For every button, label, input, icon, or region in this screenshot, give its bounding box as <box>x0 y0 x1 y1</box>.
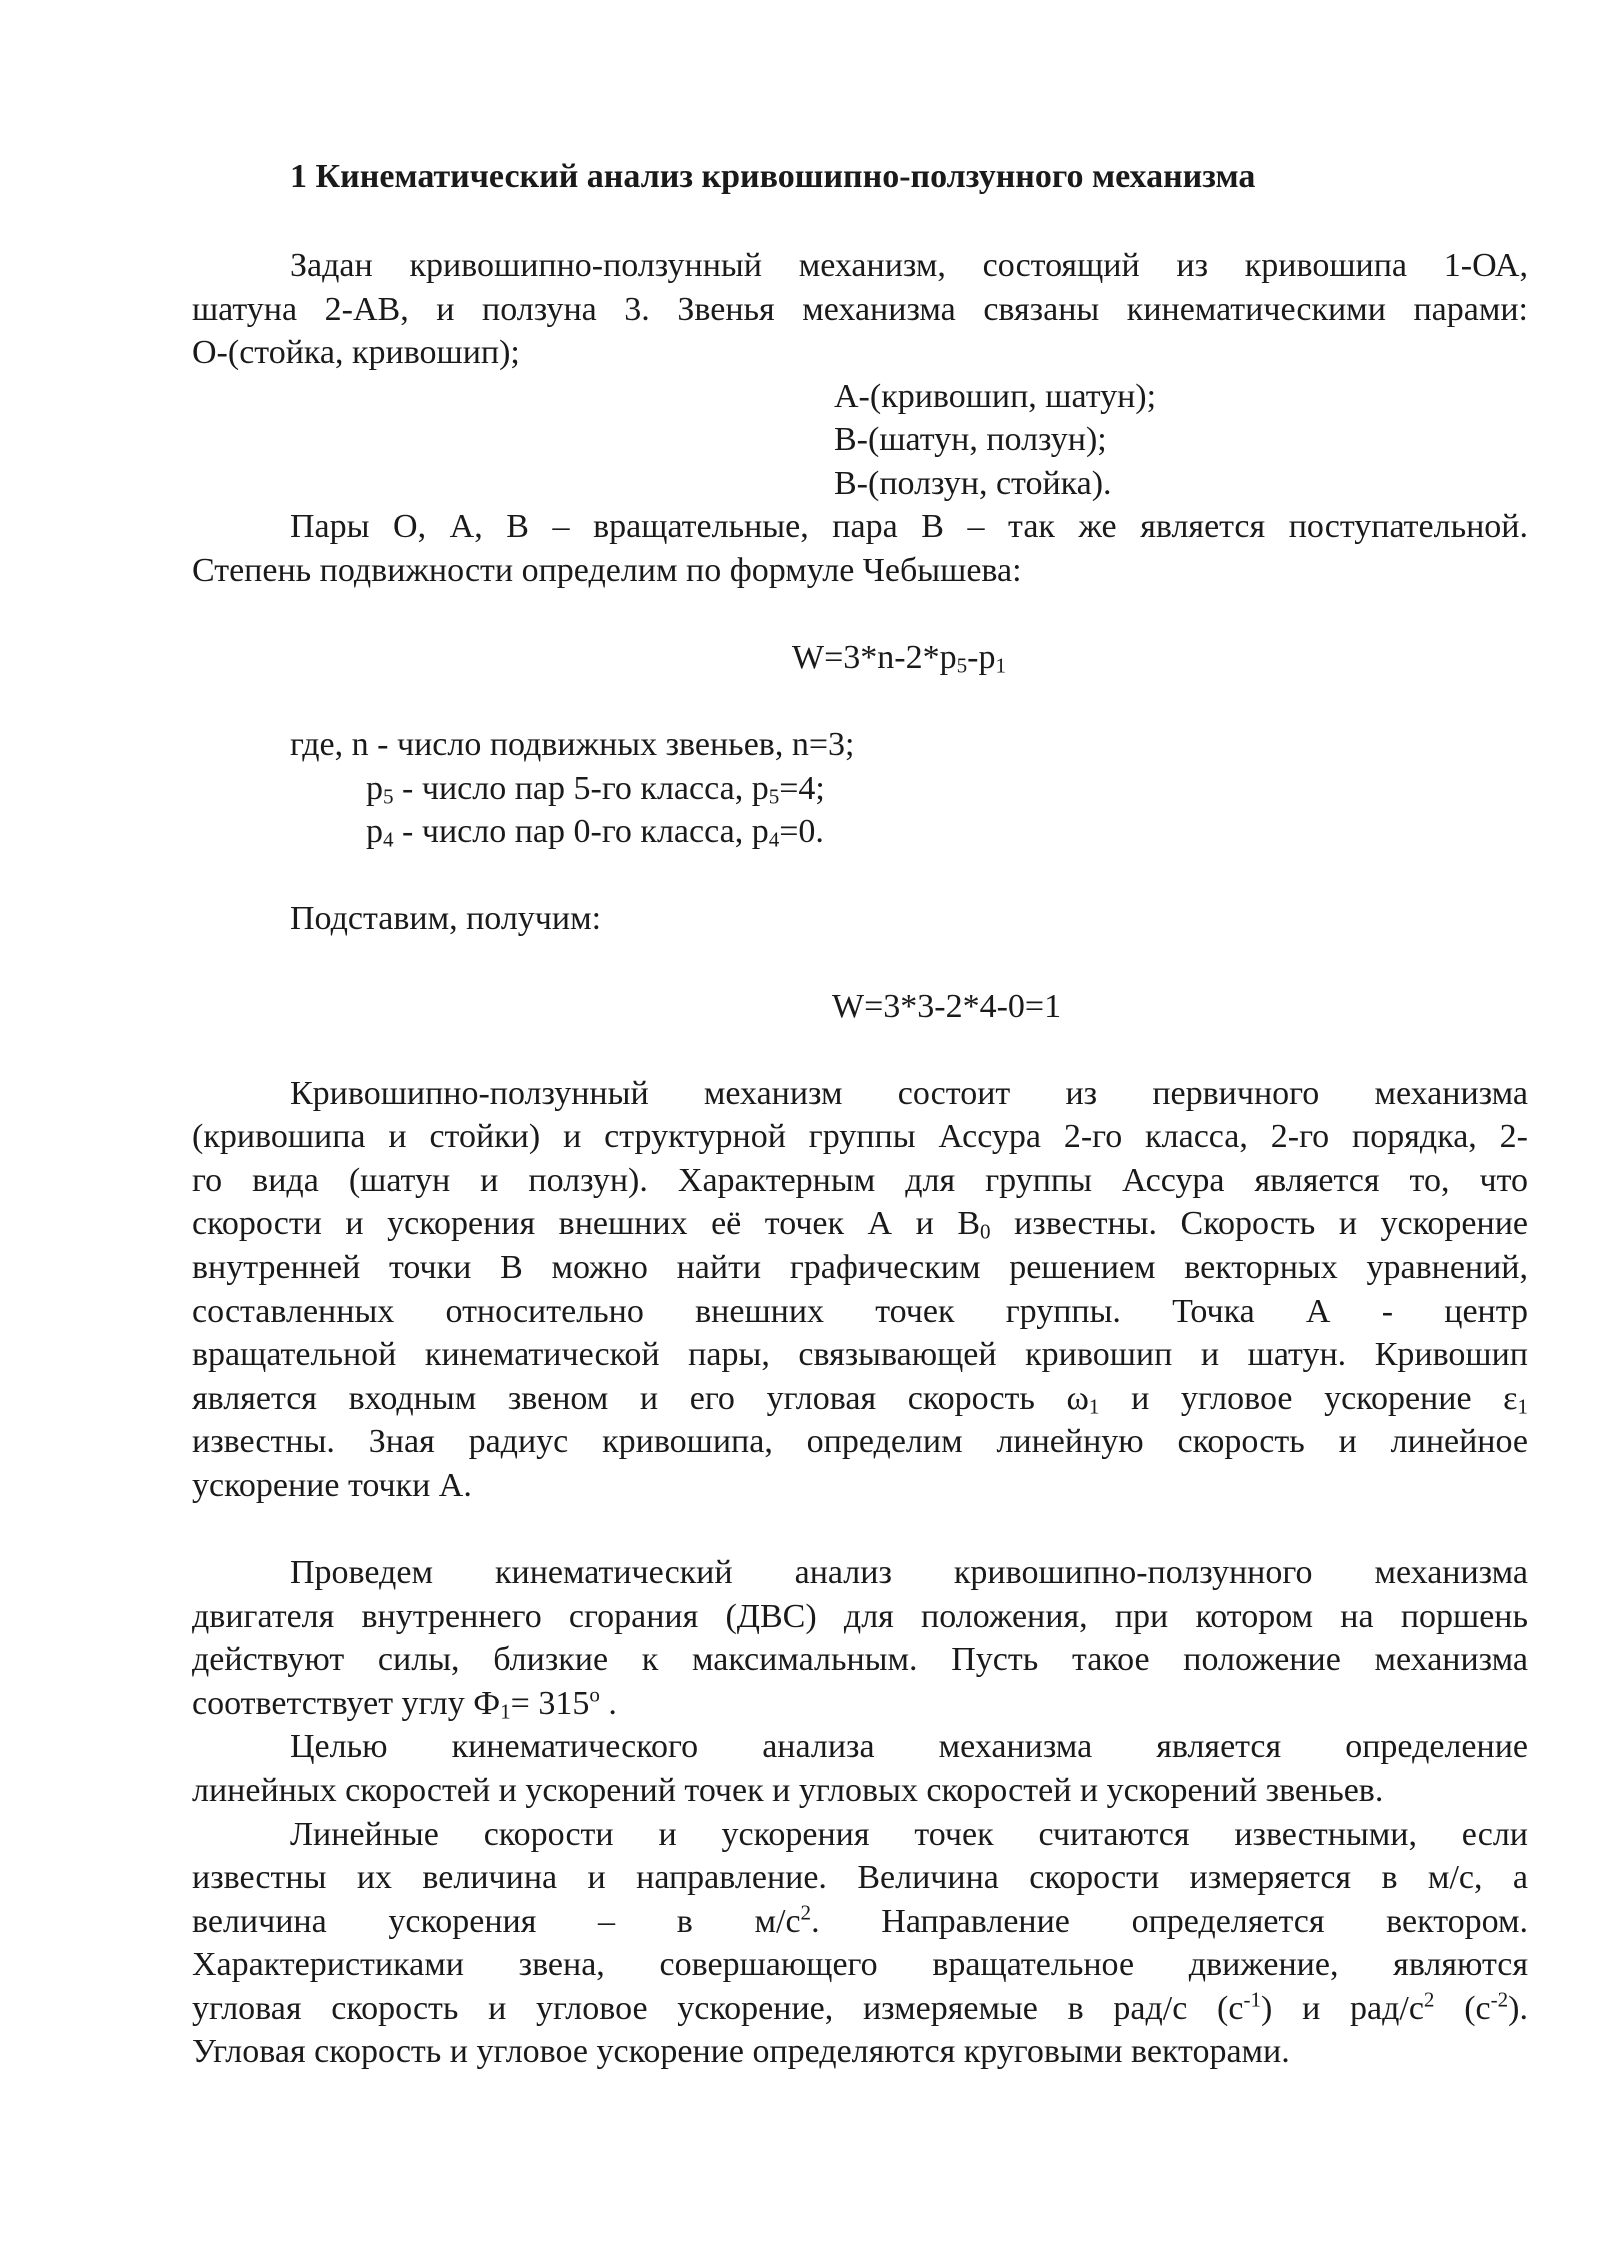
para2-line-4: соответствует углу $Ф_1= 315^о$ . <box>192 1682 617 1724</box>
where-line-n: где, n - число подвижных звеньев, n=3; <box>290 726 855 763</box>
para1-line-9: известны. Зная радиус кривошипа, определим линейную скорость и линейное <box>192 1423 1528 1460</box>
para1-line-4: скорости и ускорения внешних её точек А и $В_0$ известны. Скорость и ускорение <box>192 1205 1528 1244</box>
pairs-text-line-2: Степень подвижности определим по формуле Чебышева: <box>192 552 1022 589</box>
para4-line-2: известны их величина и направление. Величина скорости измеряется в м/с, а <box>192 1859 1528 1896</box>
pair-item-a: А-(кривошип, шатун); <box>834 378 1157 415</box>
intro-line-1: Задан кривошипно-ползунный механизм, состоящий из кривошипа 1-ОА, <box>290 247 1528 284</box>
para4-line-1: Линейные скорости и ускорения точек считаются известными, если <box>290 1816 1528 1853</box>
para1-line-7: вращательной кинематической пары, связывающей кривошип и шатун. Кривошип <box>192 1336 1528 1373</box>
where-line-p4: $p_4$ - число пар 0-го класса, $p_4=0$. <box>366 813 824 852</box>
result-formula: W=3*3-2*4-0=1 <box>832 988 1062 1025</box>
para1-line-3: го вида (шатун и ползун). Характерным для группы Ассура является то, что <box>192 1162 1528 1199</box>
pairs-text-line-1: Пары О, А, В – вращательные, пара В – так же является поступательной. <box>290 508 1528 545</box>
pair-item-b: В-(шатун, ползун); <box>834 421 1107 458</box>
para2-line-1: Проведем кинематический анализ кривошипно-ползунного механизма <box>290 1554 1528 1591</box>
para1-line-5: внутренней точки В можно найти графическим решением векторных уравнений, <box>192 1249 1528 1286</box>
para4-line-5: угловая скорость и угловое ускорение, измеряемые в рад/с $(с^{-1})$ и рад/$с^2$ $(с^{-2})$. <box>192 1987 1528 2027</box>
para3-line-2: линейных скоростей и ускорений точек и угловых скоростей и ускорений звеньев. <box>192 1772 1384 1809</box>
para3-line-1: Целью кинематического анализа механизма является определение <box>290 1728 1528 1765</box>
pair-item-b-slider: В-(ползун, стойка). <box>834 465 1112 502</box>
intro-line-2: шатуна 2-АВ, и ползуна 3. Звенья механизма связаны кинематическими парами: <box>192 291 1528 328</box>
para4-line-4: Характеристиками звена, совершающего вращательное движение, являются <box>192 1946 1528 1983</box>
para2-line-2: двигателя внутреннего сгорания (ДВС) для положения, при котором на поршень <box>192 1598 1528 1635</box>
para1-line-6: составленных относительно внешних точек группы. Точка А - центр <box>192 1293 1528 1330</box>
para1-line-1: Кривошипно-ползунный механизм состоит из первичного механизма <box>290 1075 1528 1112</box>
para2-line-3: действуют силы, близкие к максимальным. Пусть такое положение механизма <box>192 1641 1528 1678</box>
intro-line-3: О-(стойка, кривошип); <box>192 334 520 371</box>
para1-line-2: (кривошипа и стойки) и структурной группы Ассура 2-го класса, 2-го порядка, 2- <box>192 1118 1528 1155</box>
chebyshev-formula: $W=3*n-2*p_5-p_1$ <box>792 639 1007 678</box>
para4-line-3: величина ускорения – в $м/с^2$. Направление определяется вектором. <box>192 1900 1528 1940</box>
substitute-text: Подставим, получим: <box>290 900 602 937</box>
where-line-p5: $p_5$ - число пар 5-го класса, $p_5=4$; <box>366 770 825 809</box>
para1-line-10: ускорение точки А. <box>192 1467 472 1504</box>
section-title: 1 Кинематический анализ кривошипно-ползунного механизма <box>290 158 1256 195</box>
para1-line-8: является входным звеном и его угловая скорость $\omega_1$ и угловое ускорение $\varepsilon_1$ <box>192 1380 1528 1419</box>
para4-line-6: Угловая скорость и угловое ускорение определяются круговыми векторами. <box>192 2033 1290 2070</box>
